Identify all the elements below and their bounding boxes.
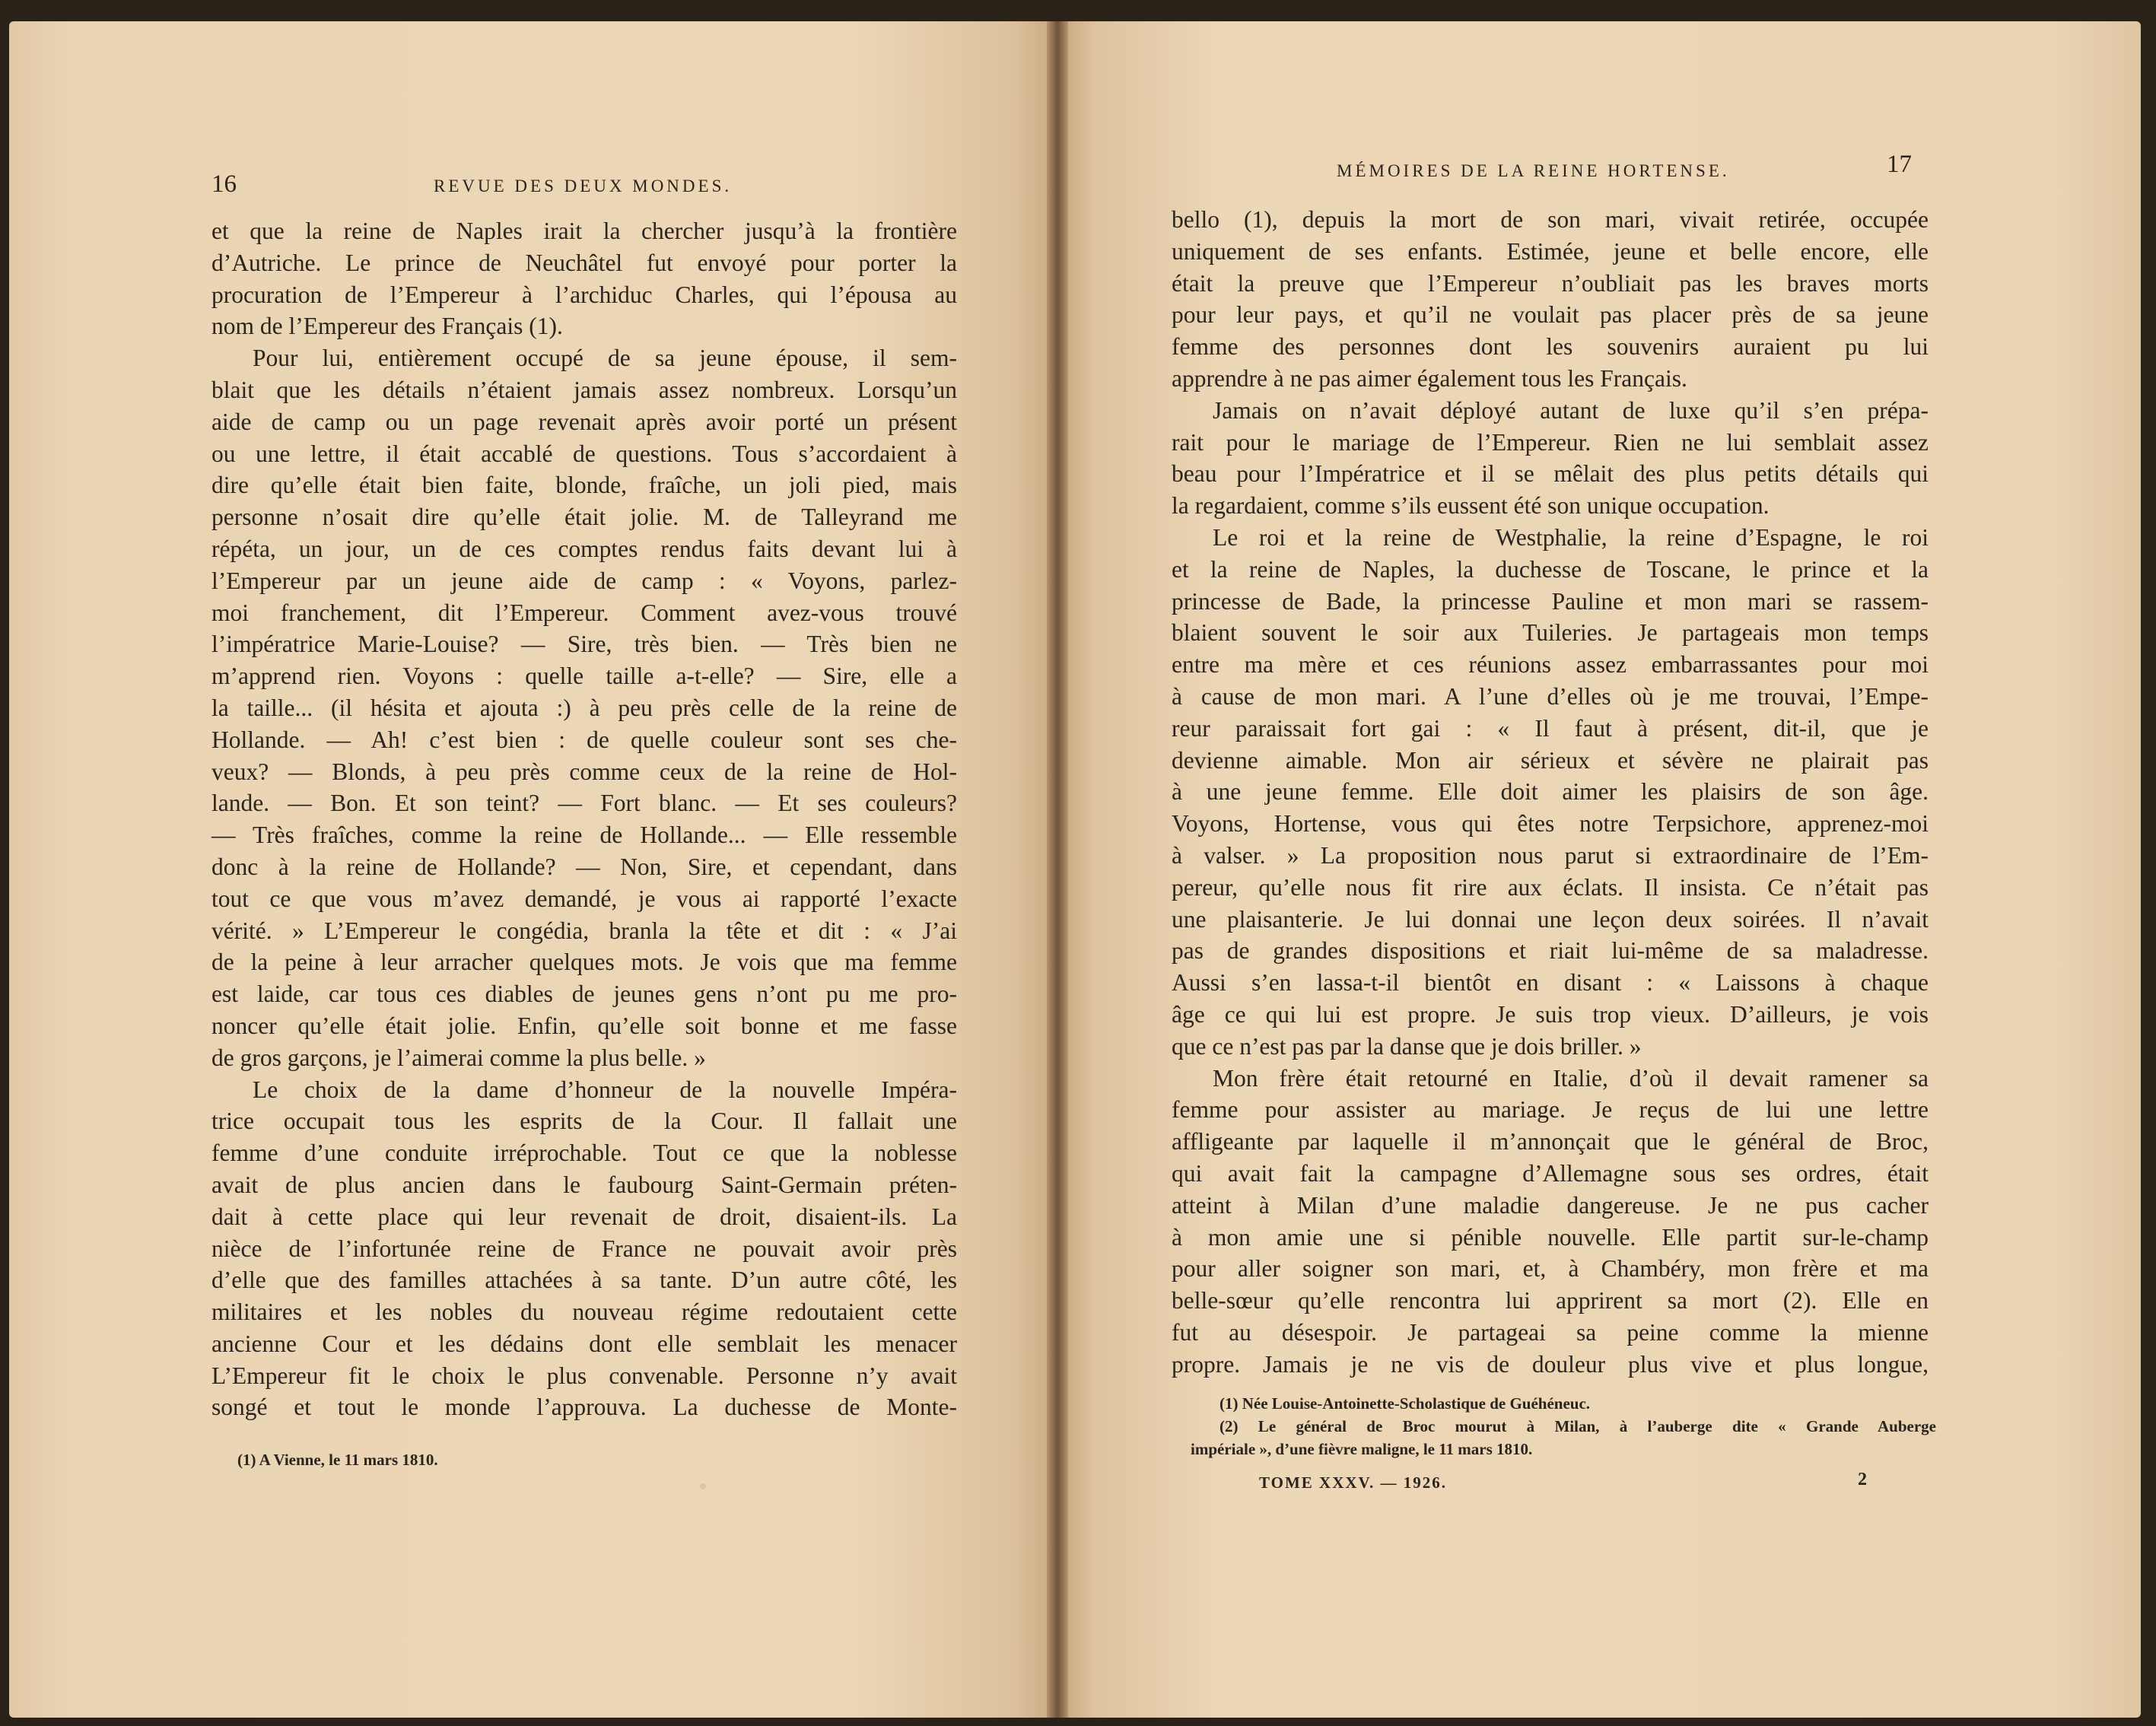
text-line: de gros garçons, je l’aimerai comme la plus belle. » [211,1044,706,1071]
text-line: ancienne Cour et les dédains dont elle semblait les menacer [211,1330,957,1357]
text-line: la taille... (il hésita et ajouta :) à peu près celle de la reine de [211,694,957,721]
text-line: donc à la reine de Hollande? — Non, Sire, et cependant, dans [211,853,957,880]
text-line: était la preuve que l’Empereur n’oubliait pas les braves morts [1172,269,1929,297]
text-line: Jamais on n’avait déployé autant de luxe qu’il s’en prépa- [1213,396,1929,424]
footnote-line: (2) Le général de Broc mourut à Milan, à l’auberge dite « Grande Auberge [1220,1417,1936,1435]
text-line: dire qu’elle était bien faite, blonde, fraîche, un joli pied, mais [211,472,957,499]
text-line: nom de l’Empereur des Français (1). [211,313,563,340]
text-line: belle-sœur qu’elle rencontra lui apprirent sa mort (2). Elle en [1172,1287,1929,1314]
text-line: tout ce que vous m’avez demandé, je vous ai rapporté l’exacte [211,885,957,912]
text-line: Aussi s’en lassa-t-il bientôt en disant : « Laissons à chaque [1172,969,1929,997]
footnote-line: (1) Née Louise-Antoinette-Scholastique de Guéhéneuc. [1220,1394,1591,1413]
text-line: âge ce qui lui est propre. Je suis trop vieux. D’ailleurs, je vois [1172,1000,1929,1028]
text-line: procuration de l’Empereur à l’archiduc Charles, qui l’épousa au [211,281,957,308]
footnote-line: impériale », d’une fièvre maligne, le 11 mars 1810. [1191,1440,1533,1458]
text-line: blait que les détails n’étaient jamais assez nombreux. Lorsqu’un [211,376,957,403]
text-line: trice occupait tous les esprits de la Cour. Il fallait une [211,1108,957,1135]
text-line: militaires et les nobles du nouveau régime redoutaient cette [211,1298,957,1326]
text-line: Le roi et la reine de Westphalie, la reine d’Espagne, le roi [1213,523,1929,551]
text-line: répéta, un jour, un de ces comptes rendus faits devant lui à [211,535,957,562]
text-line: moi franchement, dit l’Empereur. Comment avez-vous trouvé [211,599,957,626]
text-line: uniquement de ses enfants. Estimée, jeune et belle encore, elle [1172,237,1929,265]
signature-number: 2 [1858,1470,1868,1489]
text-line: dait à cette place qui leur revenait de droit, disaient-ils. La [211,1203,957,1230]
text-line: l’Empereur par un jeune aide de camp : « Voyons, parlez- [211,567,957,594]
text-line: ou une lettre, il était accablé de questions. Tous s’accordaient à [211,440,957,467]
text-line: devienne aimable. Mon air sérieux et sévère ne plairait pas [1172,746,1929,774]
text-line: atteint à Milan d’une maladie dangereuse. Je ne pus cacher [1172,1191,1929,1219]
text-line: beau pour l’Impératrice et il se mêlait des plus petits détails qui [1172,460,1929,488]
text-line: à cause de mon mari. A l’une d’elles où je me trouvai, l’Empe- [1172,682,1929,710]
text-line: femme pour assister au mariage. Je reçus de lui une lettre [1172,1096,1929,1124]
text-line: pas de grandes dispositions et riait lui-même de sa maladresse. [1172,937,1929,965]
text-line: de la peine à leur arracher quelques mots. Je vois que ma femme [211,949,957,976]
text-line: une plaisanterie. Je lui donnai une leçon deux soirées. Il n’avait [1172,905,1929,933]
text-line: avait de plus ancien dans le faubourg Saint-Germain préten- [211,1171,957,1198]
text-line: que ce n’est pas par la danse que je dois briller. » [1172,1032,1642,1060]
text-line: lande. — Bon. Et son teint? — Fort blanc. — Et ses couleurs? [211,790,957,817]
text-line: nièce de l’infortunée reine de France ne pouvait avoir près [211,1235,957,1262]
text-line: reur paraissait fort gai : « Il faut à présent, dit-il, que je [1172,714,1929,742]
text-line: veux? — Blonds, à peu près comme ceux de la reine de Hol- [211,758,957,785]
text-line: qui avait fait la campagne d’Allemagne sous ses ordres, était [1172,1159,1929,1187]
text-line: apprendre à ne pas aimer également tous les Français. [1172,364,1687,392]
text-line: m’apprend rien. Voyons : quelle taille a-t-elle? — Sire, elle a [211,663,957,690]
text-line: est laide, car tous ces diables de jeunes gens n’ont pu me pro- [211,981,957,1008]
left-running-header: REVUE DES DEUX MONDES. [434,176,733,195]
text-line: d’elle que des familles attachées à sa tante. D’un autre côté, les [211,1267,957,1294]
text-line: vérité. » L’Empereur le congédia, branla la tête et dit : « J’ai [211,917,957,944]
text-line: à valser. » La proposition nous parut si extraordinaire de l’Em- [1172,841,1929,869]
volume-signature: TOME XXXV. — 1926. [1259,1473,1447,1492]
text-line: pereur, qu’elle nous fit rire aux éclats. Il insista. Ce n’était pas [1172,873,1929,901]
text-line: pour aller soigner son mari, et, à Chambéry, mon frère et ma [1172,1255,1929,1283]
text-line: bello (1), depuis la mort de son mari, vivait retirée, occupée [1172,206,1929,233]
text-line: Pour lui, entièrement occupé de sa jeune épouse, il sem- [253,345,957,372]
text-line: Mon frère était retourné en Italie, d’où il devait ramener sa [1213,1064,1929,1092]
text-line: l’impératrice Marie-Louise? — Sire, très bien. — Très bien ne [211,631,957,658]
left-body-text [211,215,957,1423]
book-gutter [1047,21,1068,1718]
text-line: et la reine de Naples, la duchesse de Toscane, le prince et la [1172,555,1929,583]
left-page-number: 16 [211,170,237,198]
text-line: affligeante par laquelle il m’annonçait que le général de Broc, [1172,1128,1929,1155]
text-line: princesse de Bade, la princesse Pauline et mon mari se rassem- [1172,587,1929,615]
paper-spot [700,1483,706,1489]
text-line: — Très fraîches, comme la reine de Hollande... — Elle ressemble [211,822,957,849]
text-line: Le choix de la dame d’honneur de la nouvelle Impéra- [253,1076,957,1103]
text-line: fut au désespoir. Je partageai sa peine comme la mienne [1172,1318,1929,1346]
text-line: femme d’une conduite irréprochable. Tout ce que la noblesse [211,1140,957,1167]
left-footnote: (1) A Vienne, le 11 mars 1810. [237,1451,438,1469]
text-line: songé et tout le monde l’approuva. La duchesse de Monte- [211,1394,957,1421]
text-line: noncer qu’elle était jolie. Enfin, qu’elle soit bonne et me fasse [211,1012,957,1039]
text-line: pour leur pays, et qu’il ne voulait pas placer près de sa jeune [1172,301,1929,329]
text-line: rait pour le mariage de l’Empereur. Rien ne lui semblait assez [1172,428,1929,456]
text-line: Voyons, Hortense, vous qui êtes notre Terpsichore, apprenez-moi [1172,810,1929,838]
text-line: Hollande. — Ah! c’est bien : de quelle couleur sont ses che- [211,726,957,753]
text-line: et que la reine de Naples irait la chercher jusqu’à la frontière [211,218,957,244]
text-line: aide de camp ou un page revenait après avoir porté un présent [211,408,957,435]
right-running-header: MÉMOIRES DE LA REINE HORTENSE. [1337,161,1730,180]
right-footnotes [1191,1392,1936,1461]
text-line: d’Autriche. Le prince de Neuchâtel fut envoyé pour porter la [211,249,957,276]
text-line: personne n’osait dire qu’elle était jolie. M. de Talleyrand me [211,504,957,531]
text-line: L’Empereur fit le choix le plus convenable. Personne n’y avait [211,1362,957,1389]
right-page-number: 17 [1887,151,1912,178]
text-line: blaient souvent le soir aux Tuileries. Je partageais mon temps [1172,619,1929,647]
text-line: femme des personnes dont les souvenirs auraient pu lui [1172,333,1929,361]
text-line: à une jeune femme. Elle doit aimer les plaisirs de son âge. [1172,778,1929,806]
text-line: entre ma mère et ces réunions assez embarrassantes pour moi [1172,651,1929,679]
right-body-text [1172,204,1929,1380]
text-line: la regardaient, comme s’ils eussent été son unique occupation. [1172,492,1770,520]
text-line: propre. Jamais je ne vis de douleur plus vive et plus longue, [1172,1350,1929,1378]
text-line: à mon amie une si pénible nouvelle. Elle partit sur-le-champ [1172,1223,1929,1251]
